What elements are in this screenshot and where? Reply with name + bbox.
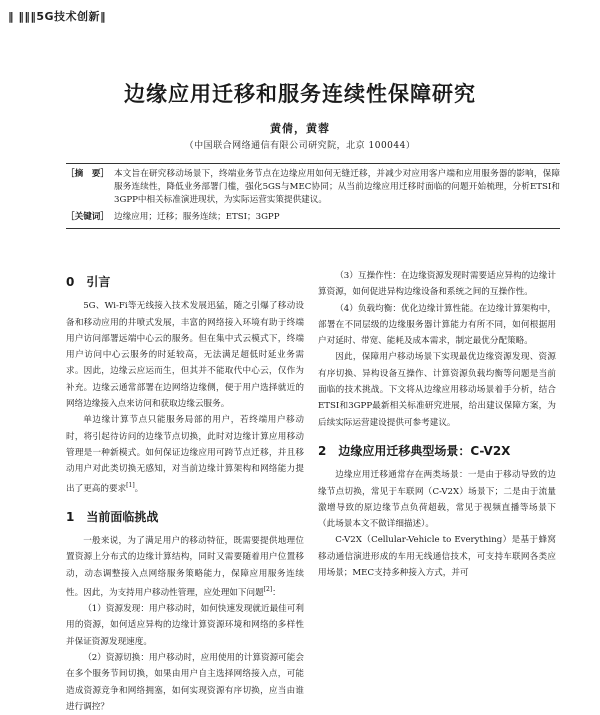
paragraph: C-V2X（Cellular-Vehicle to Everything）是基于蜂窝移动通信演进形成的车用无线通信技术，可支持车联网各类应用场景；MEC支持多种接入方式，并可 <box>318 535 556 579</box>
abstract-top-rule <box>66 163 560 164</box>
paragraph: （3）互操作性：在边缘资源发现时需要适应异构的边缘计算资源，如何促进异构边缘设备和系统之间的互操作性。 <box>318 271 556 298</box>
author-list: 黄倩，黄蓉 <box>270 122 330 135</box>
abstract-label: ［摘 要］ <box>66 169 109 179</box>
citation-ref: [1] <box>126 481 135 489</box>
keywords-text: 边缘应用；迁移；服务连续；ETSI；3GPP <box>114 212 280 222</box>
left-column <box>66 268 304 715</box>
paragraph <box>66 533 304 601</box>
paragraph-end: ： <box>272 587 281 598</box>
author-affiliation: （中国联合网络通信有限公司研究院，北京 100044） <box>184 141 416 151</box>
section-heading-challenges: 1 当前面临挑战 <box>66 509 159 524</box>
paragraph <box>66 412 304 496</box>
abstract-bottom-rule <box>66 228 560 229</box>
abstract-row <box>66 168 560 207</box>
section-heading-intro: 0 引言 <box>66 275 111 289</box>
keywords-row <box>66 211 560 224</box>
paragraph: （4）负载均衡：优化边缘计算性能。在边缘计算架构中，部署在不同层级的边缘服务器计算能力有所不同，如何根据用户对延时、带宽、能耗及成本需求，制定最优分配策略。 <box>318 303 556 347</box>
paragraph: 5G、Wi-Fi等无线接入技术发展迅猛，随之引爆了移动设备和移动应用的井喷式发展，丰富的网络接入环境有助于终端用户访问部署远端中心云的服务。但在集中式云模式下，终端用户访问中心云服务的时延较高，无法满足超低时延业务需求。因此，边缘云应运而生，但其并不能取代中心云，仅作为补充。边缘云通常部署在边网络边缘侧，便于用户选择就近的网络边缘接入点来访问和获取边缘云服务。 <box>66 301 304 410</box>
paragraph-end: 。 <box>134 483 144 494</box>
citation-ref: [2] <box>263 585 273 593</box>
section-heading-cv2x: 2 边缘应用迁移典型场景：C-V2X <box>318 443 511 458</box>
paragraph: （1）资源发现：用户移动时，如何快速发现就近最佳可利用的资源，如何适应异构的边缘计算资源环境和网络的多样性并保证资源发现速度。 <box>66 604 304 647</box>
paragraph-text: 一般来说，为了满足用户的移动特征，既需要提供地理位置资源上分布式的边缘计算结构，同时又需要随着用户位置移动，动态调整接入点网络服务策略能力，保障应用服务连续性。因此，为支持用户移动性管理，应处理如下问题 <box>66 536 304 598</box>
keywords-label: ［关键词］ <box>66 212 109 222</box>
abstract-block <box>66 163 560 229</box>
journal-column-header: ‖ ‖‖‖5G技术创新‖ <box>8 10 107 23</box>
paragraph: 边缘应用迁移通常存在两类场景：一是由于移动导致的边缘节点切换，常见于车联网（C-V2X）场景下；二是由于流量激增导致的原边缘节点负荷超载，常见于视频直播等场景下（此场景本文不做详细描述）。 <box>318 470 556 530</box>
abstract-text: 本文旨在研究移动场景下，终端业务节点在边缘应用如何无缝迁移，并减少对应用客户端和应用服务器的影响，保障服务连续性，降低业务部署门槛，强化5GS与MEC协同；从当前边缘应用迁移时面临的问题开始梳理，分析ETSI和3GPP中相关标准演进现状，为实际运营实策提供建议。 <box>114 169 560 205</box>
paragraph: （2）资源切换：用户移动时，应用使用的计算资源可能会在多个服务节间切换，如果由用户自主选择网络接入点，可能造成资源竞争和网络拥塞，如何实现资源有序切换，应当由谁进行调控？ <box>66 652 304 712</box>
paragraph-text: 单边缘计算节点只能服务局部的用户，若终端用户移动时，将引起待访问的边缘节点切换，此时对边缘计算应用移动管理是一种新模式。如何保证边缘应用可跨节点迁移，并且移动用户对此类切换无感知，对当前边缘计算架构和网络能力提出了更高的要求 <box>66 415 304 494</box>
right-column <box>318 268 556 581</box>
paper-title: 边缘应用迁移和服务连续性保障研究 <box>124 82 476 106</box>
paragraph: 因此，保障用户移动场景下实现最优边缘资源发现、资源有序切换、异构设备互操作、计算资源负载均衡等问题是当前面临的技术挑战。下文将从边缘应用移动场景着手分析，结合ETSI和3GPP最新相关标准研究进展，给出建议保障方案，为后续实际运营建设提供可参考建议。 <box>318 352 556 428</box>
